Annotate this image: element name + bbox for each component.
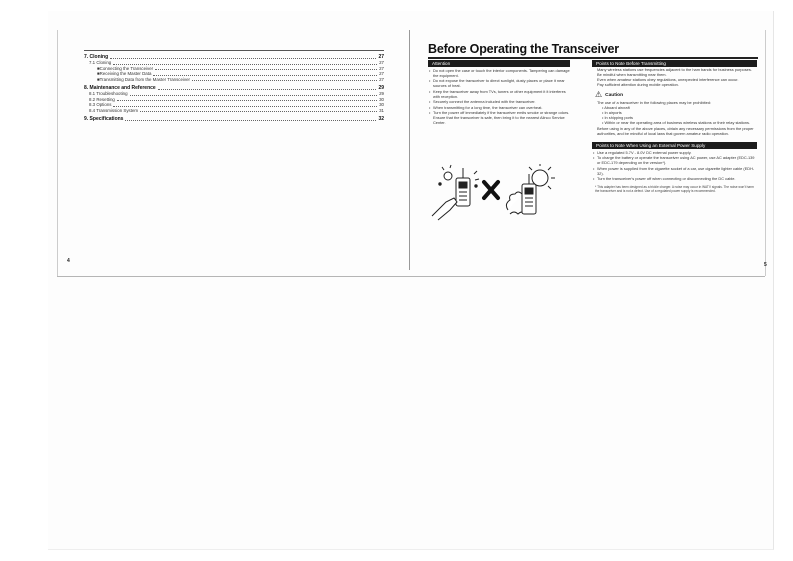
transmitting-line: Many wireless stations use frequencies adjacent to the ham bands for business purposes. [597, 67, 752, 72]
toc-entry-label: ■Transmitting Data from the Master Transceiver [97, 76, 191, 82]
attention-item: • Turn the power off immediately if the transceiver emits smoke or strange odors. [428, 110, 570, 115]
attention-item: • Do not expose the transceiver to direct sunlight, dusty places or place it near sources of heat. [428, 78, 570, 88]
attention-item: • Keep the transceiver away from TVs, tuners or other equipment it it interferes with reception. [428, 89, 570, 99]
transmitting-line: Be mindful when transmitting near them. [597, 72, 667, 77]
toc-leader-dots [110, 58, 376, 59]
toc-entry-page: 27 [379, 71, 384, 77]
attention-heading: Attention [428, 60, 570, 67]
external-power-footnote: * This adapter has been designed as a trickle charger. A noise may occur in WATV signals. The noise won't harm the transceiver and is not a defect. Use of a regulated power supply is recommended. [595, 185, 754, 194]
toc-entry-page: 27 [379, 60, 384, 66]
toc-entry-label: ■Receiving the Master Data [97, 71, 152, 77]
notes-column [592, 60, 757, 193]
toc-entry-label: 7.1 Cloning [89, 60, 112, 66]
caution-place: • Within or near the operating area of business wireless stations or their relay stations. [602, 120, 750, 125]
attention-list [428, 68, 570, 116]
transmitting-line: Pay sufficient attention during mobile operation. [597, 82, 679, 87]
caution-places [592, 105, 757, 125]
toc-entry [84, 77, 384, 82]
attention-item: • When transmitting for a long time, the transceiver can overheat. [428, 105, 570, 110]
external-power-item: • When power is supplied from the cigarette socket of a car, use cigarette lighter cable (EDH-32). [592, 166, 757, 176]
toc-leader-dots [158, 89, 377, 90]
external-power-item: • To charge the battery or operate the transceiver using AC power, use AC adapter (EDC-139 or EDC-179 depending on the version*). [592, 155, 757, 165]
toc-entry-label: 7. Cloning [84, 54, 109, 60]
attention-item: • Securely connect the antenna included with the transceiver. [428, 99, 570, 104]
table-of-contents [84, 55, 384, 122]
toc-entry-page: 27 [378, 54, 384, 60]
toc-entry [84, 117, 384, 122]
caution-label: Caution [605, 92, 624, 98]
external-power-item: • Use a regulated 5.7V - 8.0V DC external power supply. [592, 150, 757, 155]
toc-leader-dots [155, 69, 377, 70]
transmitting-line: Even when amateur stations obey regulations, unexpected interference can occur. [597, 77, 739, 82]
toc-entry-page: 29 [378, 85, 384, 92]
spread-fold [409, 30, 410, 270]
toc-entry-page: 30 [379, 102, 384, 108]
toc-leader-dots [117, 100, 377, 101]
toc-leader-dots [130, 95, 378, 96]
toc-entry-label: 9. Specifications [84, 116, 124, 123]
external-power-item: • Turn the transceiver's power off when connecting or disconnecting the DC cable. [592, 176, 757, 181]
title-rule [428, 57, 758, 59]
attention-closing: Ensure that the transceiver is safe, then bring it to the nearest Alinco Service Center. [433, 115, 565, 125]
toc-entry-page: 27 [379, 65, 384, 71]
toc-leader-dots [113, 106, 377, 107]
caution-place: • In airports [602, 110, 622, 115]
spread-bottom-edge [57, 276, 765, 277]
caution-closing: Before using in any of the above places, obtain any necessary permissions from the proper authorities, and be mindful of local laws that govern amateur radio operation. [597, 126, 754, 136]
page-edge-left [57, 30, 58, 276]
toc-entry-label: 8.1 Troubleshooting [89, 91, 128, 97]
page-edge-right [765, 30, 766, 276]
toc-leader-dots [153, 75, 377, 76]
transmitting-text [592, 67, 757, 87]
toc-entry-label: 8.3 Options [89, 102, 112, 108]
prohibited-x-icon [484, 182, 498, 198]
transceiver-hand-icon [432, 165, 479, 220]
attention-item: • Do not open the case or touch the interior components. Tampering can damage the equipment. [428, 68, 570, 78]
transmitting-heading: Points to Note Before Transmitting [592, 60, 757, 67]
toc-leader-dots [113, 64, 377, 65]
toc-entry-page: 31 [379, 107, 384, 113]
do-not-overheat-illustration [430, 164, 558, 222]
toc-leader-dots [125, 120, 376, 121]
toc-entry-page: 29 [379, 91, 384, 97]
caution-place: • In shipping ports [602, 115, 633, 120]
page-number-right: 5 [764, 262, 767, 268]
attention-column [428, 60, 570, 125]
page-title: Before Operating the Transceiver [428, 42, 619, 56]
external-power-heading: Points to Note When Using an External Power Supply [592, 142, 757, 149]
toc-top-rule [84, 50, 384, 51]
toc-leader-dots [140, 111, 377, 112]
toc-entry-page: 30 [379, 96, 384, 102]
caution-header [592, 91, 757, 99]
page-number-left: 4 [67, 258, 70, 264]
toc-entry [84, 108, 384, 113]
toc-entry-page: 27 [379, 76, 384, 82]
toc-entry-label: 8. Maintenance and Reference [84, 85, 156, 92]
warning-triangle-icon: ⚠ [595, 90, 603, 99]
caution-intro: The use of a transceiver in the following places may be prohibited: [597, 100, 711, 105]
external-power-list [592, 150, 757, 182]
toc-entry-label: 8.4 Transmission System [89, 107, 139, 113]
caution-place: • Aboard aircraft [602, 105, 630, 110]
overheated-transceiver-icon [506, 164, 555, 214]
toc-entry-label: ■Connecting the Transceiver [97, 65, 154, 71]
toc-entry-label: 8.2 Resetting [89, 96, 115, 102]
toc-entry-page: 32 [378, 116, 384, 123]
toc-leader-dots [192, 80, 377, 81]
